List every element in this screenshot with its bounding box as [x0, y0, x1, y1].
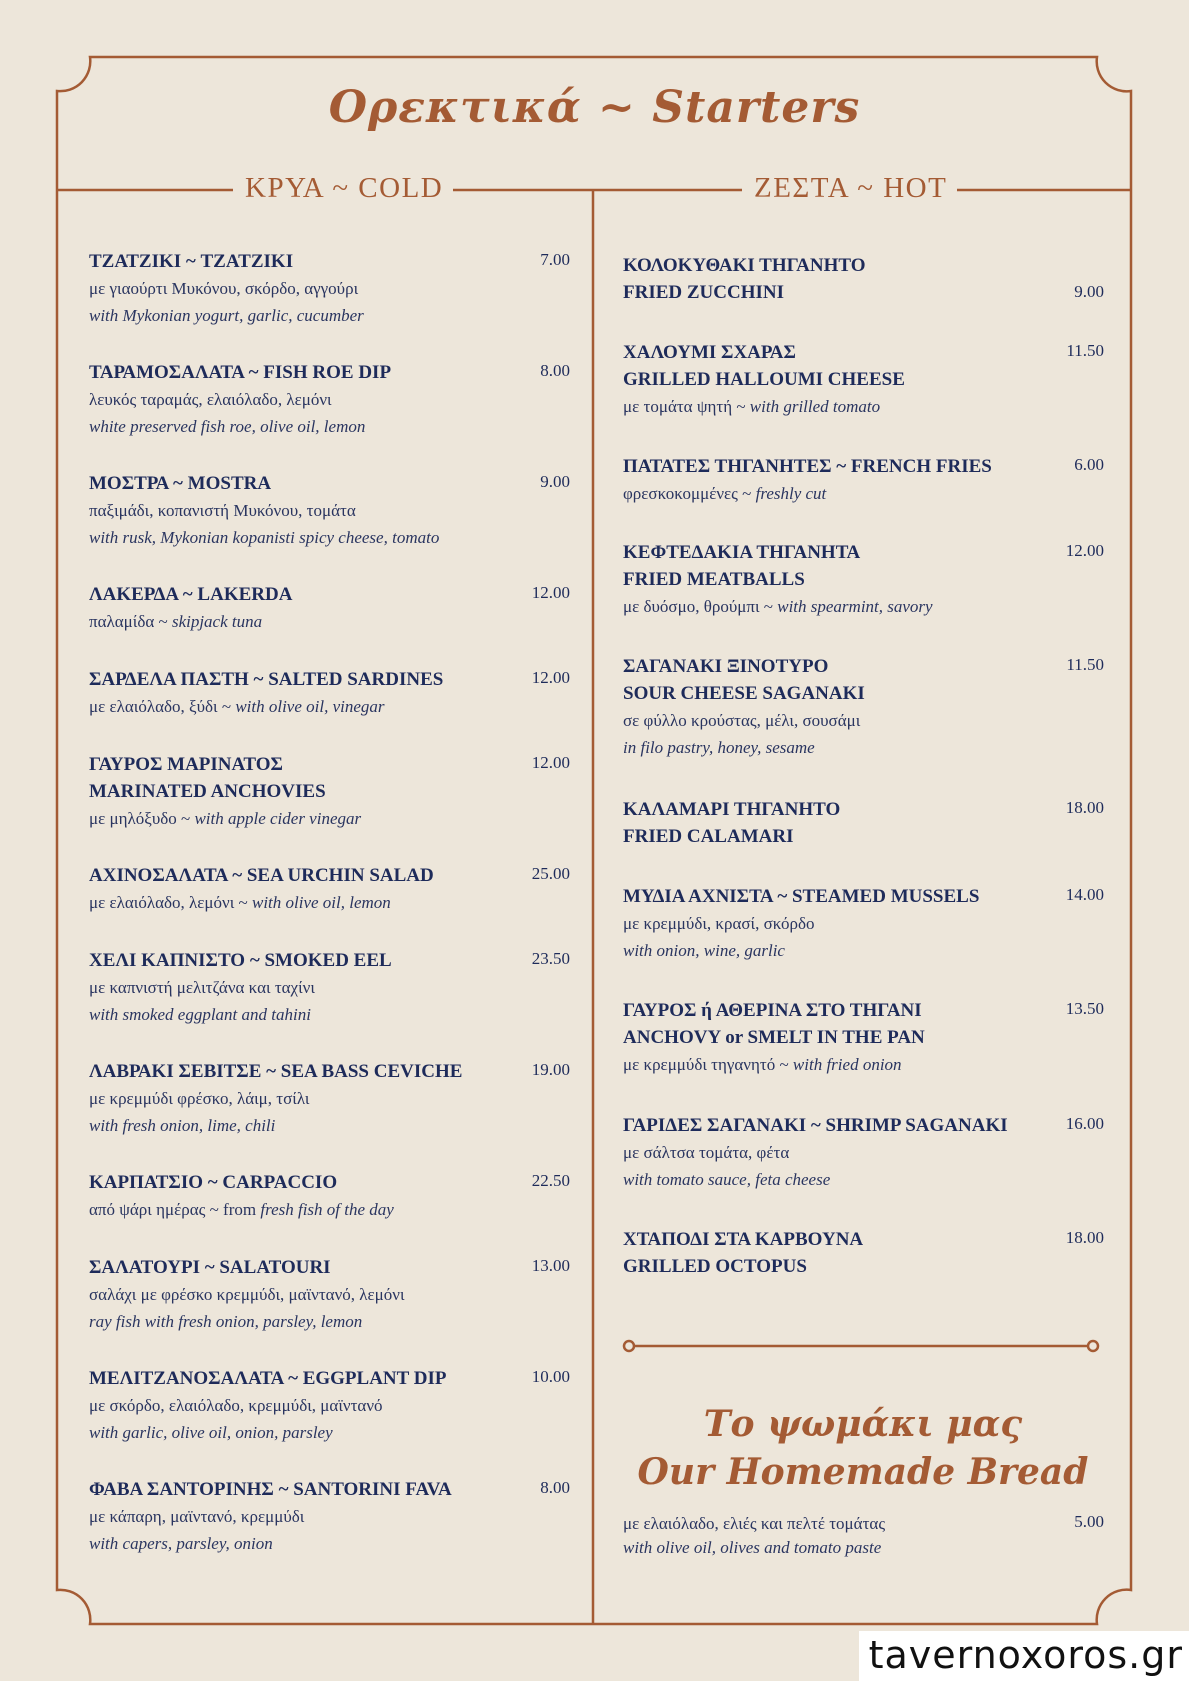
item-desc-gr: από ψάρι ημέρας ~ from	[89, 1200, 257, 1219]
bread-title-en: Our Homemade Bread	[637, 1451, 1089, 1493]
item-name: ΣΑΓΑΝΑΚΙ ΞΙΝΟΤΥΡΟ	[623, 656, 829, 677]
menu-item	[89, 1476, 570, 1557]
hot-heading: ΖΕΣΤΑ ~ HOT	[744, 172, 957, 205]
item-desc-en: with grilled tomato	[749, 397, 881, 416]
item-desc-gr: με κρεμμύδι φρέσκο, λάιμ, τσίλι	[89, 1089, 310, 1108]
item-price: 7.00	[540, 250, 570, 269]
item-name: ΧΤΑΠΟΔΙ ΣΤΑ ΚΑΡΒΟΥΝΑ	[623, 1229, 864, 1250]
item-name: ΧΑΛΟΥΜΙ ΣΧΑΡΑΣ	[623, 342, 796, 363]
item-desc-gr: λευκός ταραμάς, ελαιόλαδο, λεμόνι	[89, 390, 332, 409]
item-desc-gr: σαλάχι με φρέσκο κρεμμύδι, μαϊντανό, λεμόνι	[89, 1285, 405, 1304]
menu-item	[623, 252, 1104, 306]
menu-title: Ορεκτικά ~ Starters	[328, 82, 861, 133]
item-name: ΧΕΛΙ ΚΑΠΝΙΣΤΟ ~ SMOKED EEL	[89, 950, 392, 971]
item-price: 12.00	[531, 668, 570, 687]
menu-item	[89, 666, 570, 720]
hot-column	[623, 0, 1104, 1600]
menu-item	[623, 453, 1104, 507]
menu-item	[623, 883, 1104, 964]
item-name: ΣΑΡΔΕΛΑ ΠΑΣΤΗ ~ SALTED SARDINES	[89, 669, 444, 690]
item-name-en: SOUR CHEESE SAGANAKI	[623, 683, 865, 704]
menu-item	[89, 359, 570, 440]
item-name-en: MARINATED ANCHOVIES	[89, 781, 326, 802]
item-desc-gr: με κρεμμύδι, κρασί, σκόρδο	[623, 914, 815, 933]
item-desc-en: with capers, parsley, onion	[89, 1534, 273, 1553]
item-price: 9.00	[1074, 282, 1104, 301]
menu-item	[623, 1226, 1104, 1280]
item-name-en: ANCHOVY or SMELT IN THE PAN	[623, 1027, 925, 1048]
item-desc-en: with spearmint, savory	[777, 597, 933, 616]
item-desc-gr: με καπνιστή μελιτζάνα και ταχίνι	[89, 978, 315, 997]
item-desc-en: with fried onion	[792, 1055, 902, 1074]
item-price: 18.00	[1065, 1228, 1104, 1247]
menu-item	[89, 581, 570, 635]
item-desc-gr: σε φύλλο κρούστας, μέλι, σουσάμι	[623, 711, 861, 730]
item-desc-gr: με σάλτσα τομάτα, φέτα	[623, 1143, 790, 1162]
item-desc-gr: παξιμάδι, κοπανιστή Μυκόνου, τομάτα	[89, 501, 356, 520]
bread-title-gr: Το ψωμάκι μας	[703, 1403, 1023, 1445]
item-price: 10.00	[531, 1367, 570, 1386]
menu-item	[89, 751, 570, 832]
item-name: ΤΖΑΤΖΙΚΙ ~ TZATZIKI	[89, 251, 294, 272]
item-price: 16.00	[1065, 1114, 1104, 1133]
item-desc-gr: με κάπαρη, μαϊντανό, κρεμμύδι	[89, 1507, 305, 1526]
item-desc-gr: με ελαιόλαδο, λεμόνι ~	[89, 893, 248, 912]
item-name: ΚΑΛΑΜΑΡΙ ΤΗΓΑΝΗΤΟ	[623, 799, 841, 820]
menu-item	[89, 1169, 570, 1223]
item-desc-gr: με σκόρδο, ελαιόλαδο, κρεμμύδι, μαϊντανό	[89, 1396, 383, 1415]
item-price: 12.00	[531, 583, 570, 602]
item-name: ΓΑΥΡΟΣ ή ΑΘΕΡΙΝΑ ΣΤΟ ΤΗΓΑΝΙ	[623, 1000, 922, 1021]
item-price: 25.00	[531, 864, 570, 883]
menu-item	[89, 1365, 570, 1446]
menu-item	[89, 470, 570, 551]
item-name: ΜΕΛΙΤΖΑΝΟΣΑΛΑΤΑ ~ EGGPLANT DIP	[89, 1368, 447, 1389]
bread-price: 5.00	[1074, 1512, 1104, 1531]
item-name: ΓΑΥΡΟΣ ΜΑΡΙΝΑΤΟΣ	[89, 754, 283, 775]
item-name-en: FRIED CALAMARI	[623, 826, 794, 847]
bread-desc-gr: με ελαιόλαδο, ελιές και πελτέ τομάτας	[623, 1514, 886, 1533]
item-desc-en: with rusk, Mykonian kopanisti spicy cheese, tomato	[89, 528, 440, 547]
menu-item	[89, 862, 570, 916]
item-desc-en: freshly cut	[755, 484, 827, 503]
item-price: 19.00	[531, 1060, 570, 1079]
menu-item	[89, 248, 570, 329]
item-name: ΚΑΡΠΑΤΣΙΟ ~ CARPACCIO	[89, 1172, 338, 1193]
item-name-en: FRIED MEATBALLS	[623, 569, 805, 590]
item-name: ΠΑΤΑΤΕΣ ΤΗΓΑΝΗΤΕΣ ~ FRENCH FRIES	[623, 456, 992, 477]
item-desc-gr: με μηλόξυδο ~	[89, 809, 191, 828]
menu-item	[623, 653, 1104, 761]
item-desc-en: with fresh onion, lime, chili	[89, 1116, 276, 1135]
item-name: ΜΟΣΤΡΑ ~ MOSTRA	[89, 473, 272, 494]
item-price: 22.50	[531, 1171, 570, 1190]
item-name-en: GRILLED HALLOUMI CHEESE	[623, 369, 905, 390]
item-desc-en: with olive oil, lemon	[251, 893, 391, 912]
menu-item	[623, 796, 1104, 850]
item-name: ΛΑΚΕΡΔΑ ~ LAKERDA	[89, 584, 293, 605]
item-name: ΛΑΒΡΑΚΙ ΣΕΒΙΤΣΕ ~ SEA BASS CEVICHE	[89, 1061, 463, 1082]
bread-desc-en: with olive oil, olives and tomato paste	[623, 1538, 882, 1557]
item-desc-en: with olive oil, vinegar	[235, 697, 385, 716]
item-price: 11.50	[1066, 655, 1104, 674]
cold-column	[89, 0, 570, 1600]
item-price: 23.50	[531, 949, 570, 968]
item-desc-en: in filo pastry, honey, sesame	[623, 738, 815, 757]
item-desc-en: with onion, wine, garlic	[623, 941, 785, 960]
item-price: 12.00	[531, 753, 570, 772]
item-desc-gr: παλαμίδα ~	[89, 612, 168, 631]
item-name: ΜΥΔΙΑ ΑΧΝΙΣΤΑ ~ STEAMED MUSSELS	[623, 886, 980, 907]
item-price: 6.00	[1074, 455, 1104, 474]
item-price: 13.00	[531, 1256, 570, 1275]
item-price: 8.00	[540, 361, 570, 380]
site-watermark: tavernoxoros.gr	[859, 1631, 1189, 1681]
item-price: 9.00	[540, 472, 570, 491]
item-price: 14.00	[1065, 885, 1104, 904]
item-desc-en: white preserved fish roe, olive oil, lemon	[89, 417, 366, 436]
item-name: ΦΑΒΑ ΣΑΝΤΟΡΙΝΗΣ ~ SANTORINI FAVA	[89, 1479, 452, 1500]
item-desc-en: with garlic, olive oil, onion, parsley	[89, 1423, 333, 1442]
item-desc-gr: φρεσκοκομμένες ~	[623, 484, 752, 503]
item-desc-en: with tomato sauce, feta cheese	[623, 1170, 831, 1189]
item-desc-gr: με τομάτα ψητή ~	[623, 397, 746, 416]
menu-item	[89, 947, 570, 1028]
menu-item	[89, 1254, 570, 1335]
item-name-en: FRIED ZUCCHINI	[623, 282, 784, 303]
item-desc-gr: με κρεμμύδι τηγανητό ~	[623, 1055, 789, 1074]
item-name: ΣΑΛΑΤΟΥΡΙ ~ SALATOURI	[89, 1257, 331, 1278]
item-desc-en: fresh fish of the day	[260, 1200, 394, 1219]
item-desc-gr: με γιαούρτι Μυκόνου, σκόρδο, αγγούρι	[89, 279, 359, 298]
cold-heading: ΚΡΥΑ ~ COLD	[235, 172, 453, 205]
item-name-en: GRILLED OCTOPUS	[623, 1256, 807, 1277]
item-desc-en: ray fish with fresh onion, parsley, lemon	[89, 1312, 363, 1331]
menu-item	[623, 339, 1104, 420]
item-price: 8.00	[540, 1478, 570, 1497]
menu-item	[623, 1112, 1104, 1193]
menu-item	[89, 1058, 570, 1139]
item-desc-en: with smoked eggplant and tahini	[89, 1005, 311, 1024]
item-name: ΑΧΙΝΟΣΑΛΑΤΑ ~ SEA URCHIN SALAD	[89, 865, 434, 886]
menu-item	[623, 539, 1104, 620]
menu-item	[623, 997, 1104, 1078]
item-desc-en: skipjack tuna	[171, 612, 263, 631]
item-desc-en: with apple cider vinegar	[194, 809, 362, 828]
item-name: ΓΑΡΙΔΕΣ ΣΑΓΑΝΑΚΙ ~ SHRIMP SAGANAKI	[623, 1115, 1008, 1136]
item-desc-en: with Mykonian yogurt, garlic, cucumber	[89, 306, 364, 325]
item-name: ΚΟΛΟΚΥΘΑΚΙ ΤΗΓΑΝΗΤΟ	[623, 255, 866, 276]
bread-item	[623, 1512, 1104, 1572]
item-name: ΤΑΡΑΜΟΣΑΛΑΤΑ ~ FISH ROE DIP	[89, 362, 392, 383]
item-desc-gr: με ελαιόλαδο, ξύδι ~	[89, 697, 232, 716]
item-price: 12.00	[1065, 541, 1104, 560]
item-desc-gr: με δυόσμο, θρούμπι ~	[623, 597, 773, 616]
item-name: ΚΕΦΤΕΔΑΚΙΑ ΤΗΓΑΝΗΤΑ	[623, 542, 861, 563]
item-price: 13.50	[1065, 999, 1104, 1018]
item-price: 11.50	[1066, 341, 1104, 360]
item-price: 18.00	[1065, 798, 1104, 817]
